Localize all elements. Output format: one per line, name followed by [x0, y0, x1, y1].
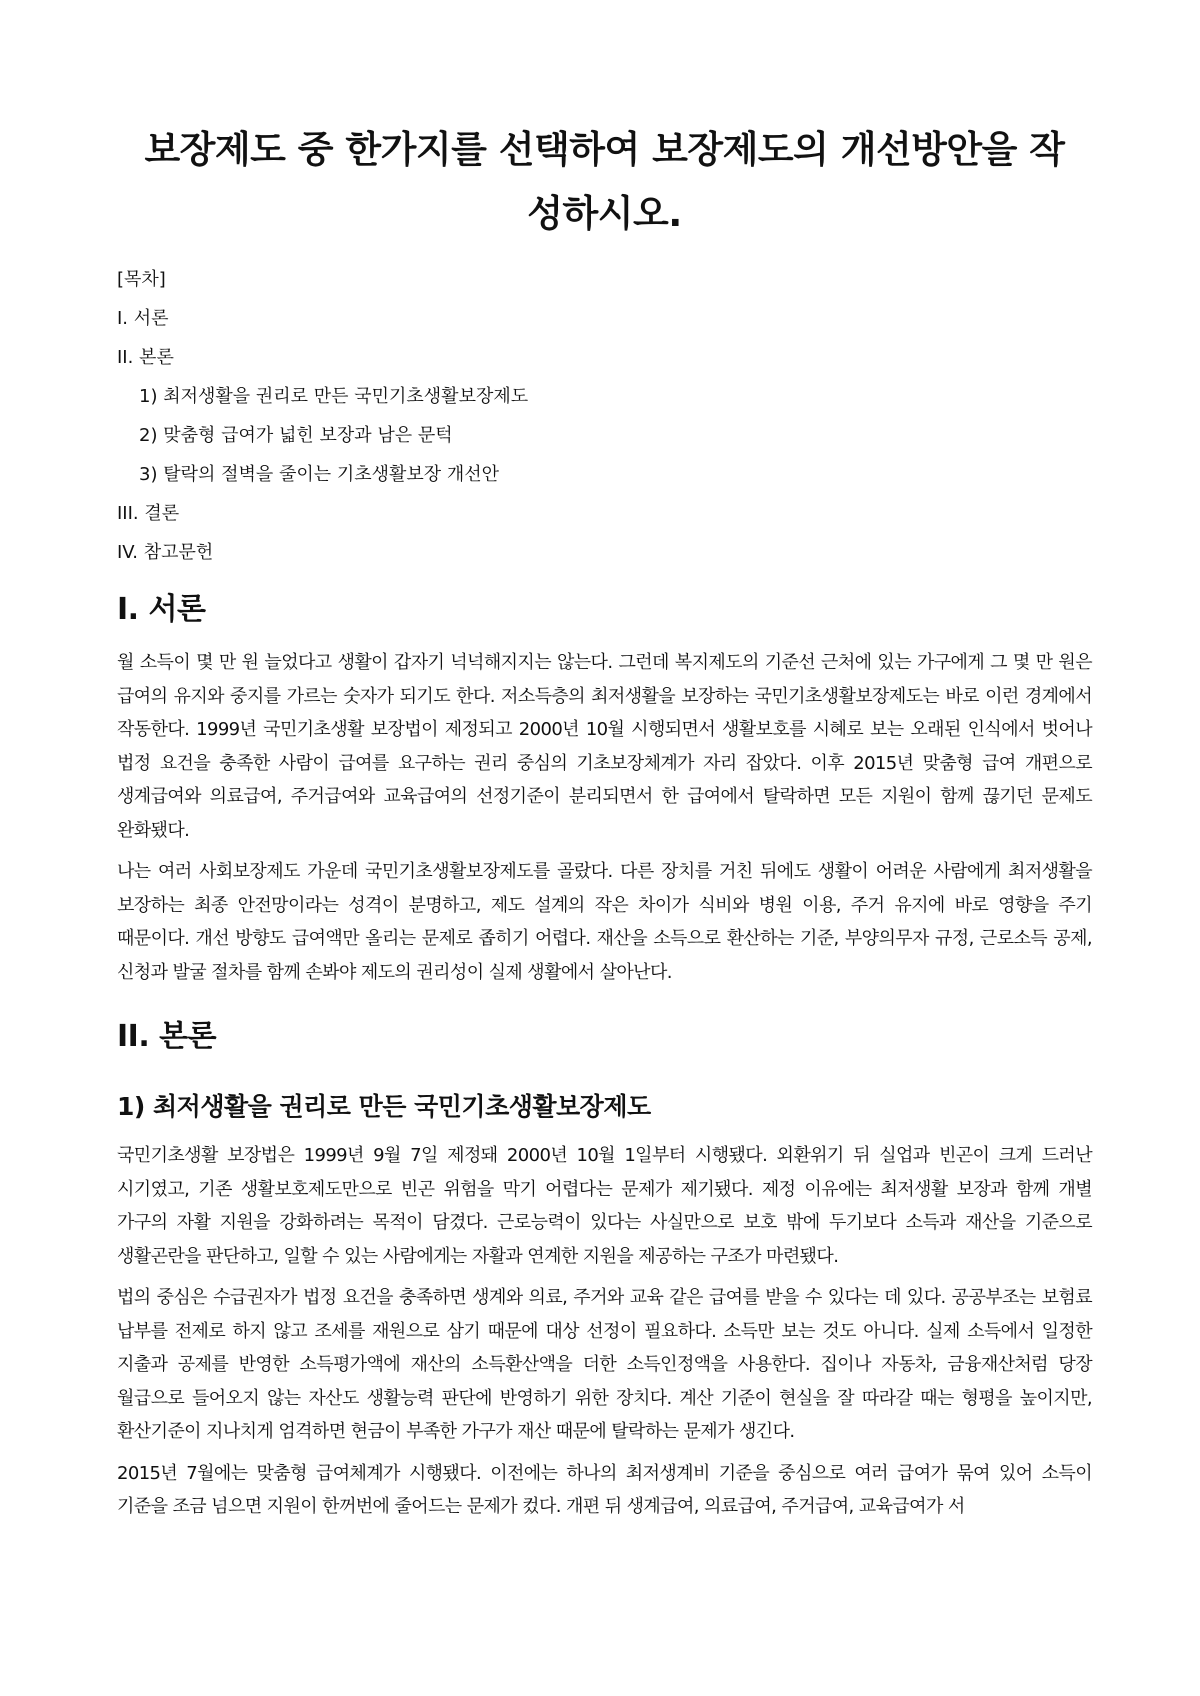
section-heading-body: II. 본론 [117, 1019, 217, 1054]
paragraph: 나는 여러 사회보장제도 가운데 국민기초생활보장제도를 골랐다. 다른 장치를 거친 뒤에도 생활이 어려운 사람에게 최저생활을 보장하는 최종 안전망이라는 성격이 분명하고, 제도 설계의 작은 차이가 식비와 병원 이용, 주거 유지에 바로 영향을 주기 때문이다. 개선 방향도 급여액만 올리는 문제로 좁히기 어렵다. 재산을 소득으로 환산하는 기준, 부양의무자 규정, 근로소득 공제, 신청과 발굴 절차를 함께 손봐야 제도의 권리성이 실제 생활에서 살아난다. [117, 861, 1092, 983]
toc-item: III. 결론 [117, 503, 180, 524]
table-of-contents [117, 260, 1092, 572]
document-title: 보장제도 중 한가지를 선택하여 보장제도의 개선방안을 작성하시오. [144, 128, 1065, 235]
toc-item: IV. 참고문헌 [117, 542, 214, 563]
paragraph: 2015년 7월에는 맞춤형 급여체계가 시행됐다. 이전에는 하나의 최저생계비 기준을 중심으로 여러 급여가 묶여 있어 소득이 기준을 조금 넘으면 지원이 한꺼번에 줄어드는 문제가 컸다. 개편 뒤 생계급여, 의료급여, 주거급여, 교육급여가 서 [117, 1462, 1092, 1517]
paragraph: 법의 중심은 수급권자가 법정 요건을 충족하면 생계와 의료, 주거와 교육 같은 급여를 받을 수 있다는 데 있다. 공공부조는 보험료 납부를 전제로 하지 않고 조세를 재원으로 삼기 때문에 대상 선정이 필요하다. 소득만 보는 것도 아니다. 실제 소득에서 일정한 지출과 공제를 반영한 소득평가액에 재산의 소득환산액을 더한 소득인정액을 사용한다. 집이나 자동차, 금융재산처럼 당장 월급으로 들어오지 않는 자산도 생활능력 판단에 반영하기 위한 장치다. 계산 기준이 현실을 잘 따라갈 때는 형평을 높이지만, 환산기준이 지나치게 엄격하면 현금이 부족한 가구가 재산 때문에 탈락하는 문제가 생긴다. [117, 1287, 1092, 1442]
toc-subitem: 3) 탈락의 절벽을 줄이는 기초생활보장 개선안 [139, 464, 500, 485]
section-heading-intro: I. 서론 [117, 592, 206, 627]
toc-item: II. 본론 [117, 347, 174, 368]
toc-subitem: 1) 최저생활을 권리로 만든 국민기초생활보장제도 [139, 386, 529, 407]
paragraph: 국민기초생활 보장법은 1999년 9월 7일 제정돼 2000년 10월 1일부터 시행됐다. 외환위기 뒤 실업과 빈곤이 크게 드러난 시기였고, 기존 생활보호제도만으로 빈곤 위험을 막기 어렵다는 문제가 제기됐다. 제정 이유에는 최저생활 보장과 함께 개별 가구의 자활 지원을 강화하려는 목적이 담겼다. 근로능력이 있다는 사실만으로 보호 밖에 두기보다 소득과 재산을 기준으로 생활곤란을 판단하고, 일할 수 있는 사람에게는 자활과 연계한 지원을 제공하는 구조가 마련됐다. [117, 1145, 1092, 1267]
subsection-heading: 1) 최저생활을 권리로 만든 국민기초생활보장제도 [117, 1092, 651, 1121]
toc-item: I. 서론 [117, 308, 169, 329]
paragraph: 월 소득이 몇 만 원 늘었다고 생활이 갑자기 넉넉해지지는 않는다. 그런데 복지제도의 기준선 근처에 있는 가구에게 그 몇 만 원은 급여의 유지와 중지를 가르는 숫자가 되기도 한다. 저소득층의 최저생활을 보장하는 국민기초생활보장제도는 바로 이런 경계에서 작동한다. 1999년 국민기초생활 보장법이 제정되고 2000년 10월 시행되면서 생활보호를 시혜로 보는 오래된 인식에서 벗어나 법정 요건을 충족한 사람이 급여를 요구하는 권리 중심의 기초보장체계가 자리 잡았다. 이후 2015년 맞춤형 급여 개편으로 생계급여와 의료급여, 주거급여와 교육급여의 선정기준이 분리되면서 한 급여에서 탈락하면 모든 지원이 함께 끊기던 문제도 완화됐다. [117, 652, 1092, 841]
toc-subitem: 2) 맞춤형 급여가 넓힌 보장과 남은 문턱 [139, 425, 453, 446]
toc-heading: [목차] [117, 269, 166, 290]
